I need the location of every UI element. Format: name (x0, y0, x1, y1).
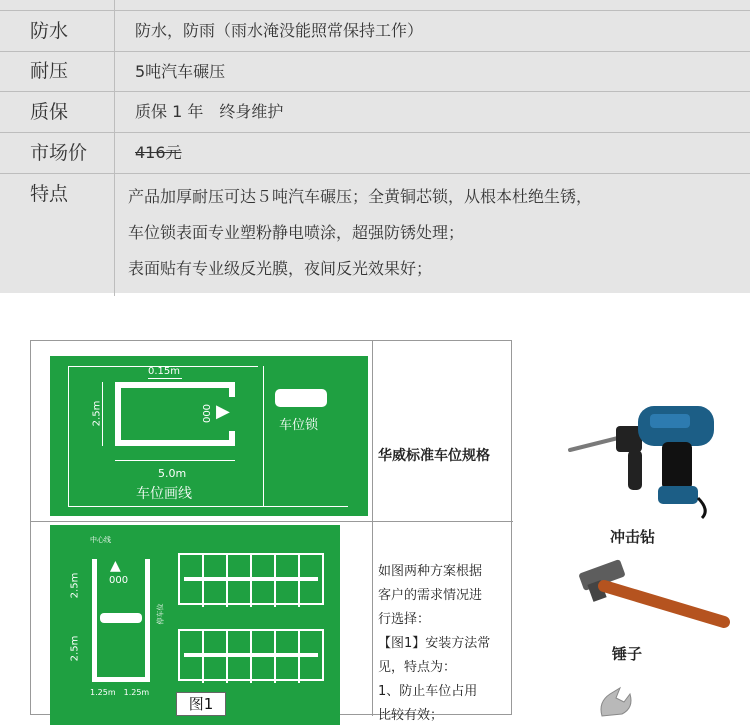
outer-frame-line (263, 366, 264, 506)
tool-label-hammer: 锤子 (612, 645, 643, 663)
stall-divider (250, 631, 252, 683)
height-dimension: 2.5m (69, 635, 81, 662)
dimension-line (148, 378, 182, 379)
description-line: 行选择： (378, 612, 431, 627)
centerline-label: 中心线 (90, 536, 111, 544)
parking-line (115, 440, 235, 446)
diagram1-title-cell (373, 341, 513, 521)
parking-line (92, 559, 97, 677)
parking-line (115, 382, 121, 446)
lock-label: 车位锁 (279, 418, 319, 433)
parking-diagram-1 (50, 356, 368, 516)
parking-diagram-2 (50, 525, 340, 725)
spec-key: 防水 (0, 11, 115, 51)
wrench-icon (596, 688, 636, 716)
length-dimension: 5.0m (158, 467, 187, 480)
spec-table (0, 0, 750, 293)
stall-divider (226, 631, 228, 683)
lock-symbol (275, 389, 327, 407)
stall-divider (298, 555, 300, 607)
description-line: 比较有效； (378, 708, 444, 723)
description-line: 【图1】安装方法常 (378, 636, 491, 651)
stall-divider (274, 555, 276, 607)
stall-divider (298, 631, 300, 683)
spec-key: 特点 (0, 174, 115, 296)
hammer-icon (580, 560, 730, 640)
width-dimension: 0.15m (148, 366, 181, 377)
spec-value: 质保 1 年 终身维护 (135, 102, 284, 121)
direction-arrow: ▲ (110, 558, 121, 574)
height-dimension: 2.5m (69, 572, 81, 599)
diagram1-title: 华威标准车位规格 (378, 448, 490, 464)
dimension-line (102, 382, 103, 446)
side-label: 停车位 (156, 603, 165, 625)
spec-value: 防水，防雨（雨水淹没能照常保持工作） (135, 21, 424, 40)
bottom-dimension: 1.25m 1.25m (90, 688, 150, 697)
spec-row-warranty (0, 92, 750, 133)
feature-line: 表面贴有专业级反光膜，夜间反光效果好； (128, 259, 433, 278)
spec-row-partial (0, 0, 750, 11)
spec-key: 质保 (0, 92, 115, 132)
description-line: 见，特点为： (378, 660, 457, 675)
parking-line (145, 559, 150, 677)
description-line: 客户的需求情况进 (378, 588, 483, 603)
lock-row (184, 577, 318, 581)
direction-arrow: ▶ (216, 401, 230, 422)
spot-code: 000 (202, 403, 214, 424)
figure-label: 图1 (176, 692, 226, 716)
spec-key: 市场价 (0, 133, 115, 173)
spec-row-features (0, 174, 750, 296)
parking-line (115, 382, 235, 388)
parking-line (92, 677, 150, 682)
stall-divider (274, 631, 276, 683)
spec-row-pressure (0, 52, 750, 92)
diagram-caption: 车位画线 (136, 486, 192, 502)
stall-divider (226, 555, 228, 607)
height-dimension: 2.5m (91, 400, 103, 427)
description-cell (373, 522, 513, 723)
spot-code: 000 (109, 575, 129, 586)
lock-symbol (100, 613, 142, 623)
spec-value: 5吨汽车碾压 (135, 62, 226, 81)
stall-divider (250, 555, 252, 607)
spec-key (0, 0, 115, 10)
parking-spec-table (30, 340, 512, 723)
dimension-line (115, 460, 235, 461)
parking-grid-top (178, 553, 324, 605)
outer-frame-line (68, 506, 348, 507)
lock-row (184, 653, 318, 657)
parking-grid-bottom (178, 629, 324, 681)
tool-label-drill: 冲击钻 (610, 528, 656, 546)
description-line: 如图两种方案根据 (378, 564, 483, 579)
feature-line: 产品加厚耐压可达５吨汽车碾压；全黄铜芯锁，从根本杜绝生锈， (128, 187, 593, 206)
tools-panel (560, 390, 740, 715)
parking-line (229, 382, 235, 397)
description-line: 1、防止车位占用 (378, 684, 478, 699)
spec-row-price (0, 133, 750, 174)
stall-divider (202, 555, 204, 607)
feature-line: 车位锁表面专业塑粉静电喷涂，超强防锈处理； (128, 223, 465, 242)
market-price: 416元 (135, 143, 182, 162)
spec-row-waterproof (0, 11, 750, 52)
stall-divider (202, 631, 204, 683)
parking-line (229, 431, 235, 446)
drill-icon (570, 398, 730, 518)
spec-key: 耐压 (0, 52, 115, 91)
outer-frame-line (68, 366, 69, 506)
